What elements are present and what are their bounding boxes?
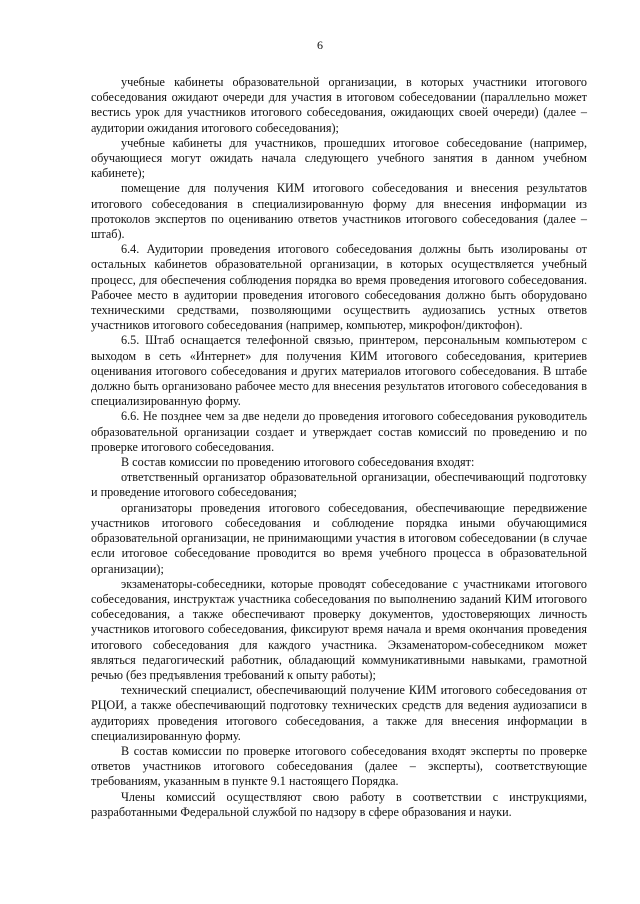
paragraph-responsible-organizer: ответственный организатор образовательной организации, обеспечивающий подготовку и проведение итогового собеседования; xyxy=(91,470,587,500)
paragraph-technical-specialist: технический специалист, обеспечивающий получение КИМ итогового собеседования от РЦОИ, а также обеспечивающий подготовку технических средств для ведения аудиозаписи в аудиториях проведения итогового собеседования, а также для внесения информации в специализированную форму. xyxy=(91,683,587,743)
paragraph-conduct-commission-intro: В состав комиссии по проведению итогового собеседования входят: xyxy=(121,455,475,470)
page-number: 6 xyxy=(317,38,323,52)
paragraph-waiting-rooms: учебные кабинеты образовательной организации, в которых участники итогового собеседования ожидают очереди для участия в итоговом собеседовании (параллельно может вестись урок для участников итогового собеседования, ожидающих своей очереди) (далее – аудитории ожидания итогового собеседования); xyxy=(91,75,587,135)
paragraph-check-commission: В состав комиссии по проверке итогового собеседования входят эксперты по проверке ответов участников итогового собеседования (далее – эксперты), соответствующие требованиям, указанным в пункте 9.1 настоящего Порядка. xyxy=(91,743,587,789)
paragraph-6-4: 6.4. Аудитории проведения итогового собеседования должны быть изолированы от остальных кабинетов образовательной организации, в которых осуществляется учебный процесс, для обеспечения соблюдения порядка во время проведения итогового собеседования. Рабочее место в аудитории проведения итогового собеседования должно быть оборудовано техническими средствами, позволяющими осуществить аудиозапись устных ответов участников итогового собеседования (например, компьютер, микрофон/диктофон). xyxy=(91,242,587,333)
paragraph-6-5: 6.5. Штаб оснащается телефонной связью, принтером, персональным компьютером с выходом в сеть «Интернет» для получения КИМ итогового собеседования, критериев оценивания итогового собеседования и других материалов итогового собеседования. В штабе должно быть организовано рабочее место для внесения результатов итогового собеседования в специализированную форму. xyxy=(91,333,587,409)
paragraph-examiners: экзаменаторы-собеседники, которые проводят собеседование с участниками итогового собеседования, инструктаж участника собеседования по выполнению заданий КИМ итогового собеседования, а также обеспечивают проверку документов, удостоверяющих личность участников итогового собеседования, фиксируют время начала и время окончания проведения итогового собеседования для каждого участника. Экзаменатором-собеседником может являться педагогический работник, обладающий коммуникативными навыками, грамотной речью (без предъявления требований к опыту работы); xyxy=(91,576,587,682)
document-body xyxy=(91,75,587,820)
paragraph-finished-rooms: учебные кабинеты для участников, прошедших итоговое собеседование (например, обучающиеся могут ожидать начала следующего учебного занятия в данном учебном кабинете); xyxy=(91,135,587,181)
paragraph-organizers: организаторы проведения итогового собеседования, обеспечивающие передвижение участников итогового собеседования и соблюдение порядка иными обучающимися образовательной организации, не принимающими участия в итоговом собеседовании (в случае если итоговое собеседование проводится во время учебного процесса в образовательной организации); xyxy=(91,500,587,576)
paragraph-commission-members: Члены комиссий осуществляют свою работу в соответствии с инструкциями, разработанными Федеральной службой по надзору в сфере образования и науки. xyxy=(91,789,587,819)
paragraph-6-6: 6.6. Не позднее чем за две недели до проведения итогового собеседования руководитель образовательной организации создает и утверждает состав комиссий по проведению и по проверке итогового собеседования. xyxy=(91,409,587,454)
paragraph-headquarters-room: помещение для получения КИМ итогового собеседования и внесения результатов итогового собеседования в специализированную форму для внесения информации из протоколов экспертов по оцениванию ответов участников итогового собеседования (далее – штаб). xyxy=(91,181,587,242)
